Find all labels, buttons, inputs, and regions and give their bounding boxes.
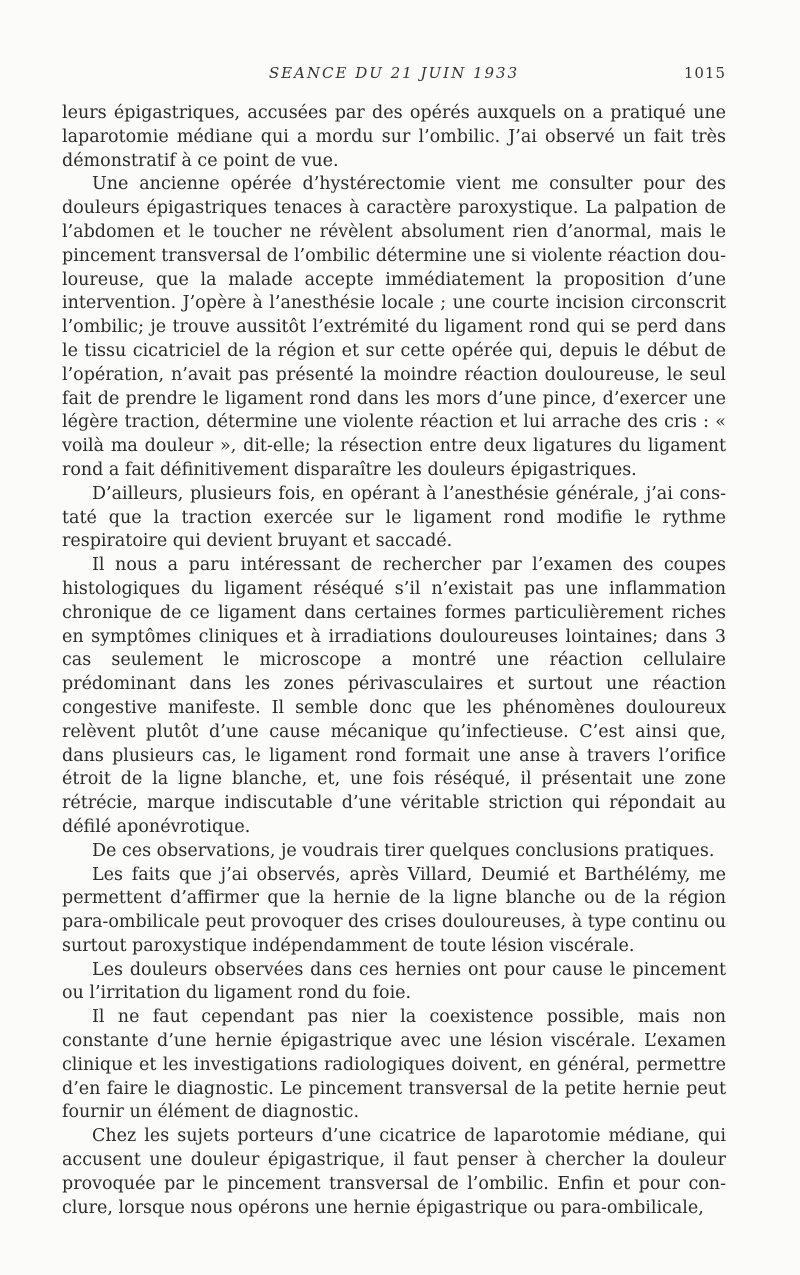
paragraph: De ces observations, je voudrais tirer quelques conclusions pratiques.: [92, 840, 715, 861]
paragraph: Une ancienne opérée d’hystérectomie vient me consulter pour des douleurs épigastriques tenaces à caractère paroxystique. La palpation de l’abdomen et le toucher ne révèlent absolument rien d’anormal, mais le pincement transversal de l’ombilic détermine une si violente réaction douloureuse, que la malade accepte immédiatement la proposition d’une intervention. J’opère à l’anesthésie locale ; une courte incision circonscrit l’ombilic; je trouve aussitôt l’extrémité du ligament rond qui se perd dans le tissu cicatriciel de la région et sur cette opérée qui, depuis le début de l’opération, n’avait pas présenté la moindre réaction douloureuse, le seul fait de prendre le ligament rond dans les mors d’une pince, d’exercer une légère traction, détermine une violente réaction et lui arrache des cris : « voilà ma douleur », dit-elle; la résection entre deux ligatures du ligament rond a fait définitivement disparaître les douleurs épigastriques.: [62, 174, 726, 480]
paragraph: Il ne faut cependant pas nier la coexistence possible, mais non constante d’une hernie épigastrique avec une lésion viscérale. L’examen clinique et les investigations radiologiques doivent, en général, permettre d’en faire le diagnostic. Le pincement transversal de la petite hernie peut fournir un élément de diagnostic.: [62, 1007, 726, 1123]
running-title: SEANCE DU 21 JUIN 1933: [268, 64, 520, 82]
running-head: [62, 62, 726, 90]
document-page: [62, 62, 726, 1220]
paragraph: Il nous a paru intéressant de rechercher par l’examen des coupes histologiques du ligament réséqué s’il n’existait pas une inflammation chronique de ce ligament dans certaines formes particulièrement riches en symptômes cliniques et à irradiations douloureuses lointaines; dans 3 cas seulement le microscope a montré une réaction cellulaire prédominant dans les zones périvasculaires et surtout une réaction congestive manifeste. Il semble donc que les phénomènes douloureux relèvent plutôt d’une cause mécanique qu’infectieuse. C’est ainsi que, dans plusieurs cas, le ligament rond formait une anse à travers l’orifice étroit de la ligne blanche, et, une fois réséqué, il présentait une zone rétrécie, marque indiscutable d’une véritable striction qui répondait au défilé aponévrotique.: [62, 555, 726, 837]
body-text: [62, 102, 726, 1220]
paragraph: D’ailleurs, plusieurs fois, en opérant à l’anesthésie générale, j’ai constaté que la traction exercée sur le ligament rond modifie le rythme respiratoire qui devient bruyant et saccadé.: [62, 483, 726, 552]
paragraph: Les douleurs observées dans ces hernies ont pour cause le pincement ou l’irritation du ligament rond du foie.: [62, 959, 726, 1004]
page-number: 1015: [683, 64, 726, 82]
paragraph: Chez les sujets porteurs d’une cicatrice de laparotomie médiane, qui accusent une douleur épigastrique, il faut penser à chercher la douleur provoquée par le pincement transversal de l’ombilic. Enfin et pour conclure, lorsque nous opérons une hernie épigastrique ou para-ombilicale,: [62, 1126, 726, 1218]
paragraph: Les faits que j’ai observés, après Villard, Deumié et Barthélémy, me permettent d’affirmer que la hernie de la ligne blanche ou de la région para-ombilicale peut provoquer des crises douloureuses, à type continu ou surtout paroxystique indépendamment de toute lésion viscérale.: [62, 864, 726, 956]
paragraph-continued: leurs épigastriques, accusées par des opérés auxquels on a pratiqué une laparotomie médiane qui a mordu sur l’ombilic. J’ai observé un fait très démonstratif à ce point de vue.: [62, 103, 726, 171]
